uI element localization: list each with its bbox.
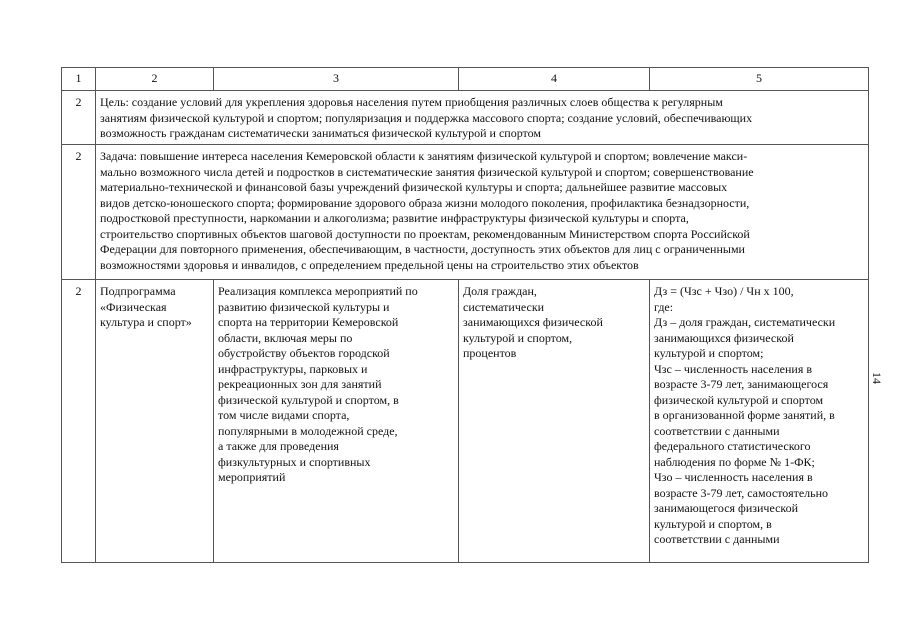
activity-line: том числе видами спорта, — [218, 408, 350, 422]
activity-line: обустройству объектов городской — [218, 346, 390, 360]
activity-line: а также для проведения — [218, 439, 339, 453]
formula-line: наблюдения по форме № 1-ФК; — [654, 454, 815, 469]
activity-line: мероприятий — [218, 470, 286, 484]
subprogram-name-line: Подпрограмма — [100, 284, 176, 298]
formula-line: федерального статистического — [654, 439, 811, 453]
activity-line: инфраструктуры, парковых и — [218, 361, 368, 376]
formula-line: Чзо – численность населения в — [654, 470, 813, 484]
activity-line: спорта на территории Кемеровской — [218, 315, 399, 329]
task-line: видов детско-юношеского спорта; формирование здорового образа жизни молодого поколения, профилактика безнадзорности, — [100, 195, 750, 210]
formula-line: занимающегося физической — [654, 501, 799, 515]
task-line: строительство спортивных объектов шаговой доступности по проектам, рекомендованным Министерством спорта Российской — [100, 226, 750, 241]
document-table — [61, 67, 869, 563]
subprogram-name — [96, 280, 214, 563]
activity-line: популярными в молодежной среде, — [218, 423, 398, 438]
goal-row — [62, 91, 869, 145]
task-text — [96, 145, 869, 280]
task-row — [62, 145, 869, 280]
activity-description — [214, 280, 459, 563]
formula-line: возрасте 3-79 лет, занимающегося — [654, 377, 829, 391]
indicator-line: Доля граждан, — [463, 284, 537, 298]
formula-line: соответствии с данными — [654, 423, 780, 438]
formula-line: занимающихся физической — [654, 330, 794, 345]
indicator-formula — [650, 280, 869, 563]
task-line: материально-технической и финансовой базы учреждений физической культуры и спорта; дальнейшее развитие массовых — [100, 180, 728, 194]
activity-line: физкультурных и спортивных — [218, 454, 371, 469]
goal-text — [96, 91, 869, 145]
formula-line: возрасте 3-79 лет, самостоятельно — [654, 485, 829, 500]
formula-line: Дз – доля граждан, систематически — [654, 315, 836, 329]
subprogram-name-line: культура и спорт» — [100, 315, 192, 329]
page-number: 14 — [870, 372, 884, 384]
indicator-line: занимающихся физической — [463, 315, 603, 329]
header-col-5: 5 — [650, 68, 869, 91]
task-line: мально возможного числа детей и подростков в систематические занятия физической культурой и спортом; совершенствование — [100, 164, 754, 179]
formula-line: культурой и спортом, в — [654, 516, 772, 531]
formula-line: Дз = (Чзс + Чзо) / Чн x 100, — [654, 284, 794, 298]
formula-line: в организованной форме занятий, в — [654, 408, 835, 422]
task-line: Задача: повышение интереса населения Кемеровской области к занятиям физической культурой и спортом; вовлечение макси- — [100, 149, 748, 163]
task-line: Федерации для повторного применения, обеспечивающим, в частности, доступность этих объектов для лиц с ограниченными — [100, 242, 745, 256]
goal-row-number: 2 — [62, 91, 96, 145]
activity-line: физической культурой и спортом, в — [218, 392, 399, 407]
indicator-line: процентов — [463, 346, 517, 360]
indicator-name — [459, 280, 650, 563]
task-row-number: 2 — [62, 145, 96, 280]
formula-line: культурой и спортом; — [654, 346, 764, 360]
header-col-4: 4 — [459, 68, 650, 91]
header-col-2: 2 — [96, 68, 214, 91]
indicator-line: культурой и спортом, — [463, 330, 573, 345]
subprogram-name-line: «Физическая — [100, 299, 167, 314]
activity-line: Реализация комплекса мероприятий по — [218, 284, 418, 298]
header-row — [62, 68, 869, 91]
task-line: возможностями здоровья и инвалидов, с определением предельной цены на строительство этих объектов — [100, 257, 639, 272]
subprogram-row-number: 2 — [62, 280, 96, 563]
indicator-line: систематически — [463, 299, 545, 314]
formula-line: где: — [654, 299, 674, 314]
goal-line: возможность гражданам систематически заниматься физической культурой и спортом — [100, 126, 541, 140]
formula-line: физической культурой и спортом — [654, 392, 824, 407]
activity-line: рекреационных зон для занятий — [218, 377, 382, 391]
activity-line: области, включая меры по — [218, 330, 353, 345]
formula-line: Чзс – численность населения в — [654, 361, 813, 376]
header-col-3: 3 — [214, 68, 459, 91]
goal-line: Цель: создание условий для укрепления здоровья населения путем приобщения различных слоев общества к регулярным — [100, 95, 723, 109]
goal-line: занятиям физической культурой и спортом; популяризация и поддержка массового спорта; создание условий, обеспечивающих — [100, 110, 753, 125]
subprogram-row — [62, 280, 869, 563]
activity-line: развитию физической культуры и — [218, 299, 390, 314]
task-line: подростковой преступности, наркомании и алкоголизма; развитие инфраструктуры физической культуры и спорта, — [100, 211, 689, 225]
formula-line: соответствии с данными — [654, 532, 780, 546]
header-col-1: 1 — [62, 68, 96, 91]
